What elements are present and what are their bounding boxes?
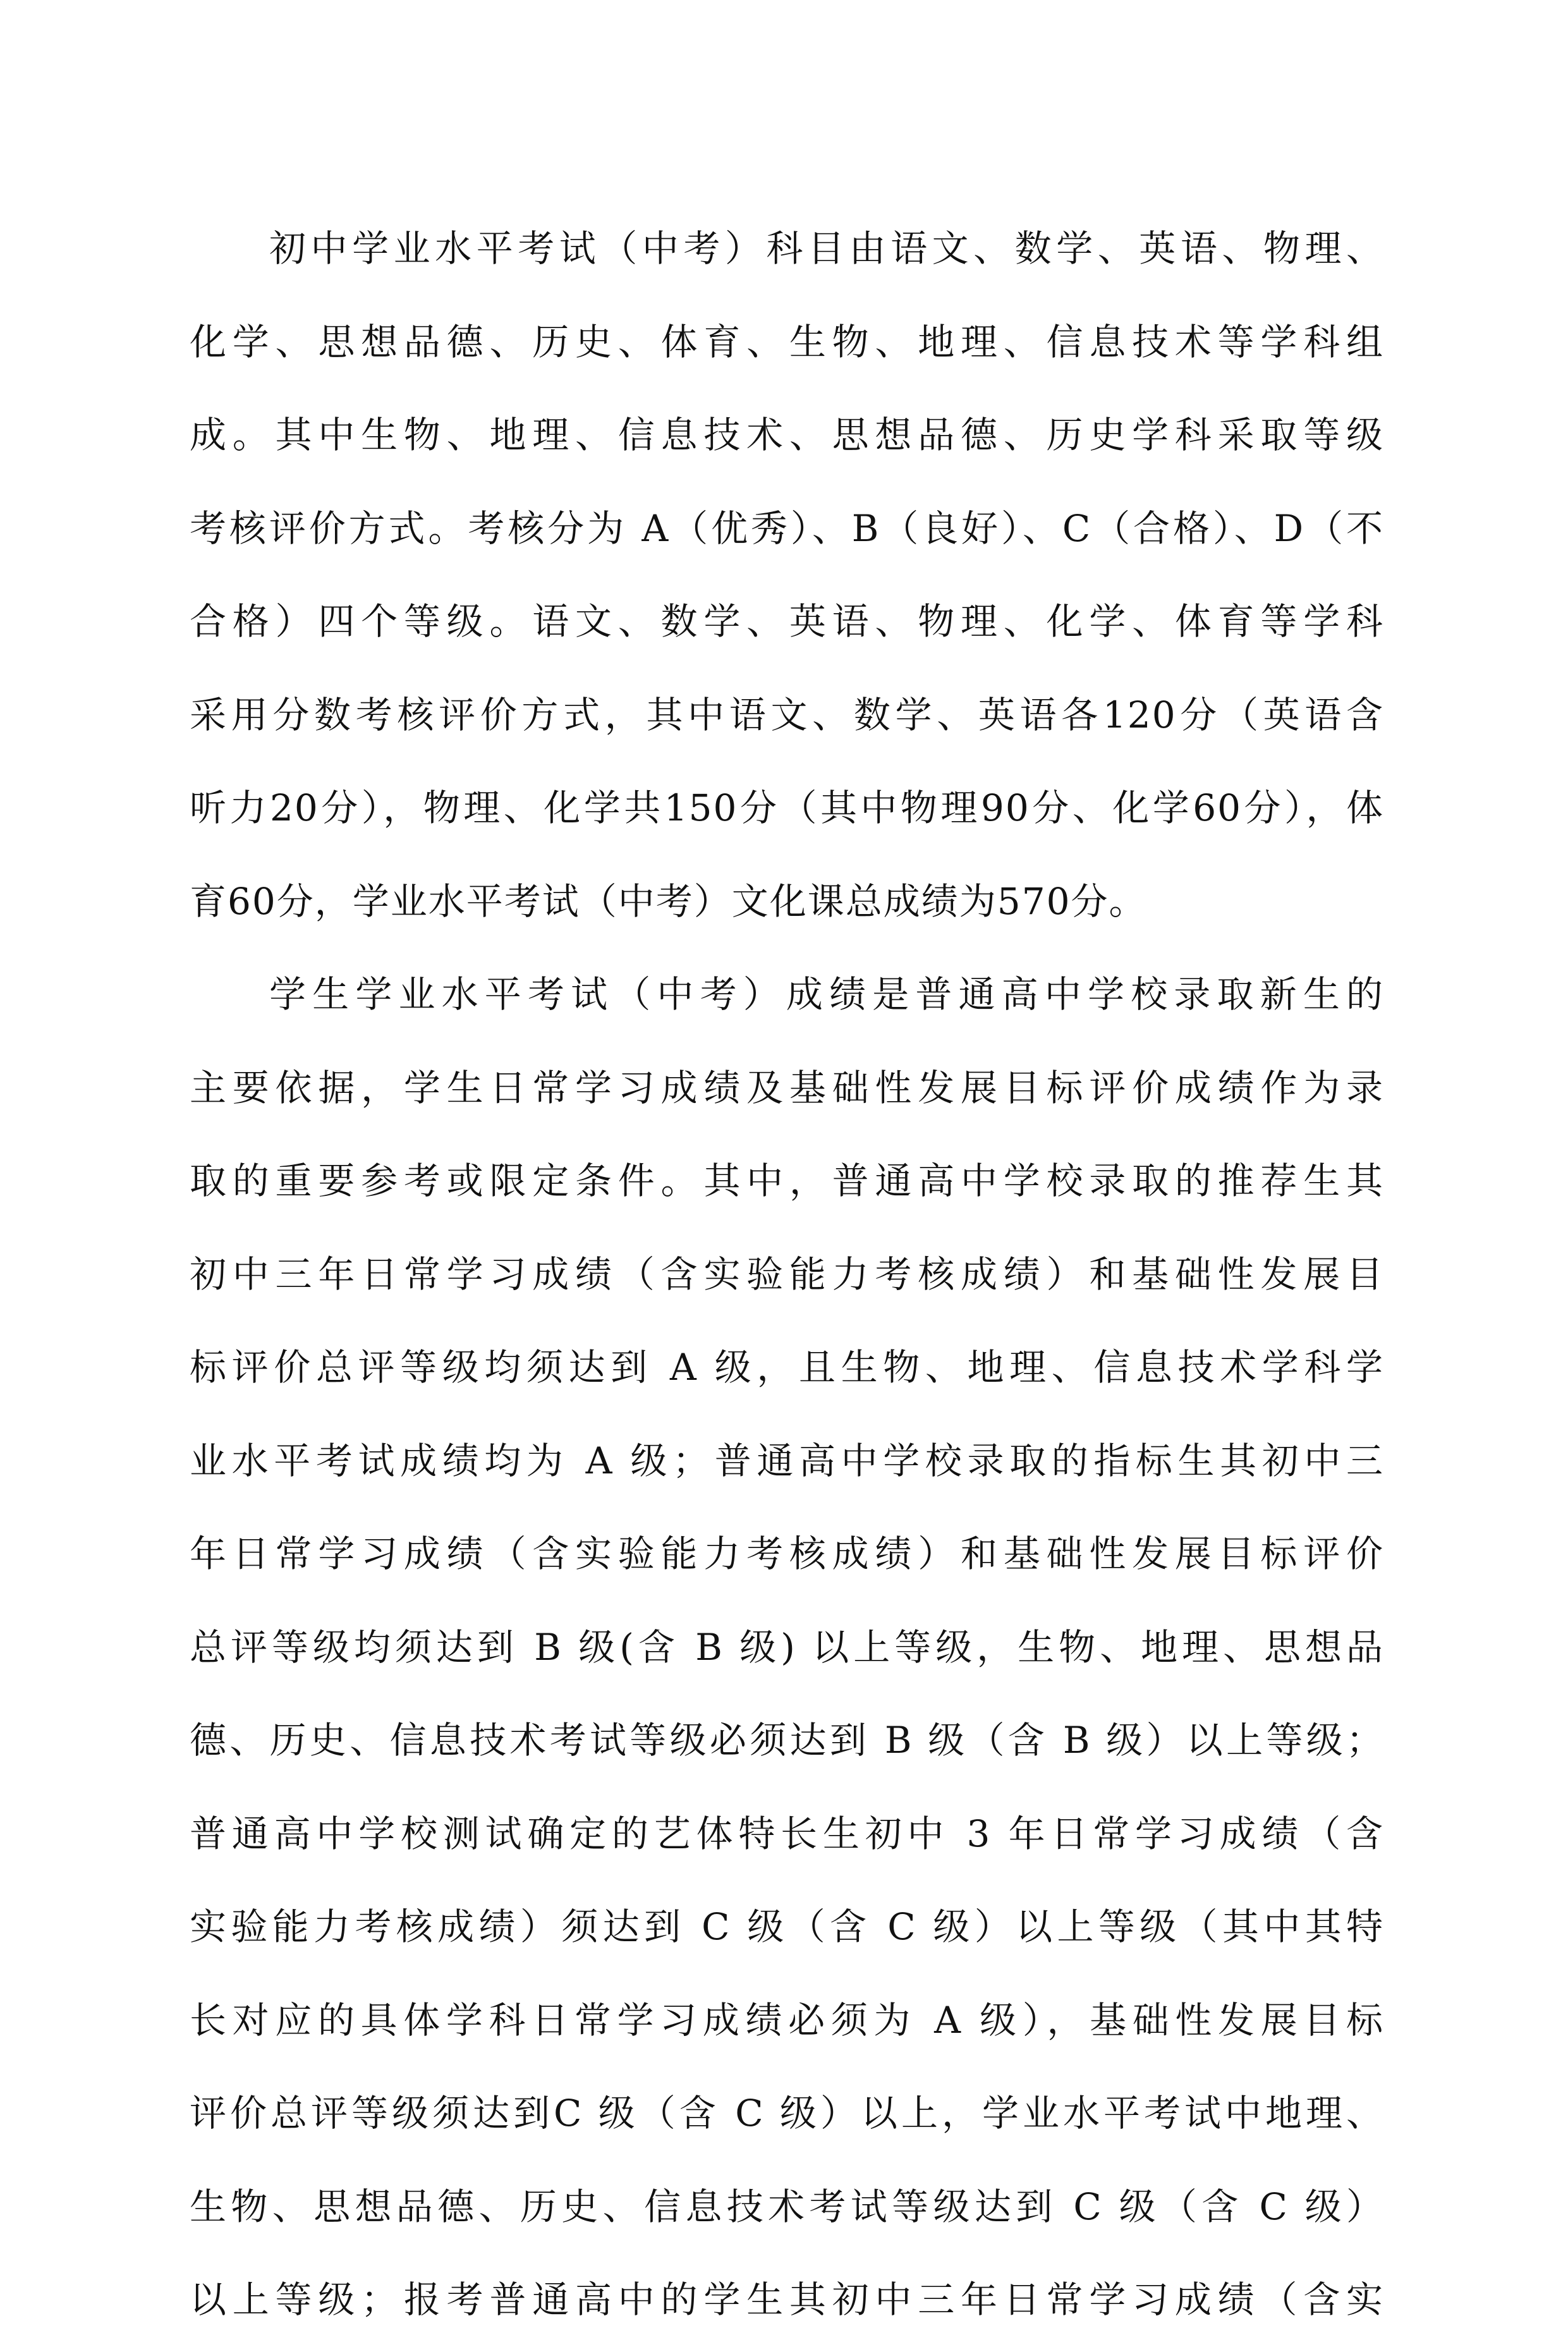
paragraph-2-line-4: 初中三年日常学习成绩（含实验能力考核成绩）和基础性发展目 — [190, 1252, 1384, 1296]
paragraph-1-line-4: 考核评价方式。考核分为 A（优秀）、B（良好）、C（合格）、D（不 — [190, 506, 1384, 550]
paragraph-2-line-2: 主要依据，学生日常学习成绩及基础性发展目标评价成绩作为录 — [190, 1066, 1384, 1109]
paragraph-1-line-3: 成。其中生物、地理、信息技术、思想品德、历史学科采取等级 — [190, 413, 1384, 456]
paragraph-2-line-13: 评价总评等级须达到C 级（含 C 级）以上，学业水平考试中地理、 — [190, 2092, 1384, 2135]
paragraph-1-line-8: 育60分，学业水平考试（中考）文化课总成绩为570分。 — [190, 879, 1147, 923]
paragraph-2-line-8: 总评等级均须达到 B 级(含 B 级) 以上等级，生物、地理、思想品 — [190, 1625, 1384, 1669]
paragraph-2-line-11: 实验能力考核成绩）须达到 C 级（含 C 级）以上等级（其中其特 — [190, 1905, 1384, 1948]
paragraph-1-line-6: 采用分数考核评价方式，其中语文、数学、英语各120分（英语含 — [190, 693, 1384, 736]
paragraph-1-line-2: 化学、思想品德、历史、体育、生物、地理、信息技术等学科组 — [190, 320, 1384, 363]
paragraph-2-line-15: 以上等级；报考普通高中的学生其初中三年日常学习成绩（含实 — [190, 2278, 1384, 2321]
paragraph-1-line-5: 合格）四个等级。语文、数学、英语、物理、化学、体育等学科 — [190, 600, 1384, 643]
paragraph-2-line-10: 普通高中学校测试确定的艺体特长生初中 3 年日常学习成绩（含 — [190, 1812, 1384, 1855]
paragraph-2-line-6: 业水平考试成绩均为 A 级；普通高中学校录取的指标生其初中三 — [190, 1439, 1384, 1482]
paragraph-1-line-7: 听力20分），物理、化学共150分（其中物理90分、化学60分），体 — [190, 786, 1384, 829]
paragraph-2-line-14: 生物、思想品德、历史、信息技术考试等级达到 C 级（含 C 级） — [190, 2185, 1384, 2228]
paragraph-2-line-5: 标评价总评等级均须达到 A 级，且生物、地理、信息技术学科学 — [190, 1346, 1384, 1389]
paragraph-2-line-3: 取的重要参考或限定条件。其中，普通高中学校录取的推荐生其 — [190, 1159, 1384, 1202]
paragraph-2-line-9: 德、历史、信息技术考试等级必须达到 B 级（含 B 级）以上等级； — [190, 1719, 1384, 1762]
paragraph-2-line-7: 年日常学习成绩（含实验能力考核成绩）和基础性发展目标评价 — [190, 1532, 1384, 1575]
paragraph-1-line-1: 初中学业水平考试（中考）科目由语文、数学、英语、物理、 — [269, 227, 1384, 270]
paragraph-2-line-12: 长对应的具体学科日常学习成绩必须为 A 级），基础性发展目标 — [190, 1998, 1384, 2042]
paragraph-2-line-1: 学生学业水平考试（中考）成绩是普通高中学校录取新生的 — [269, 973, 1384, 1016]
body-text — [190, 202, 1384, 2347]
